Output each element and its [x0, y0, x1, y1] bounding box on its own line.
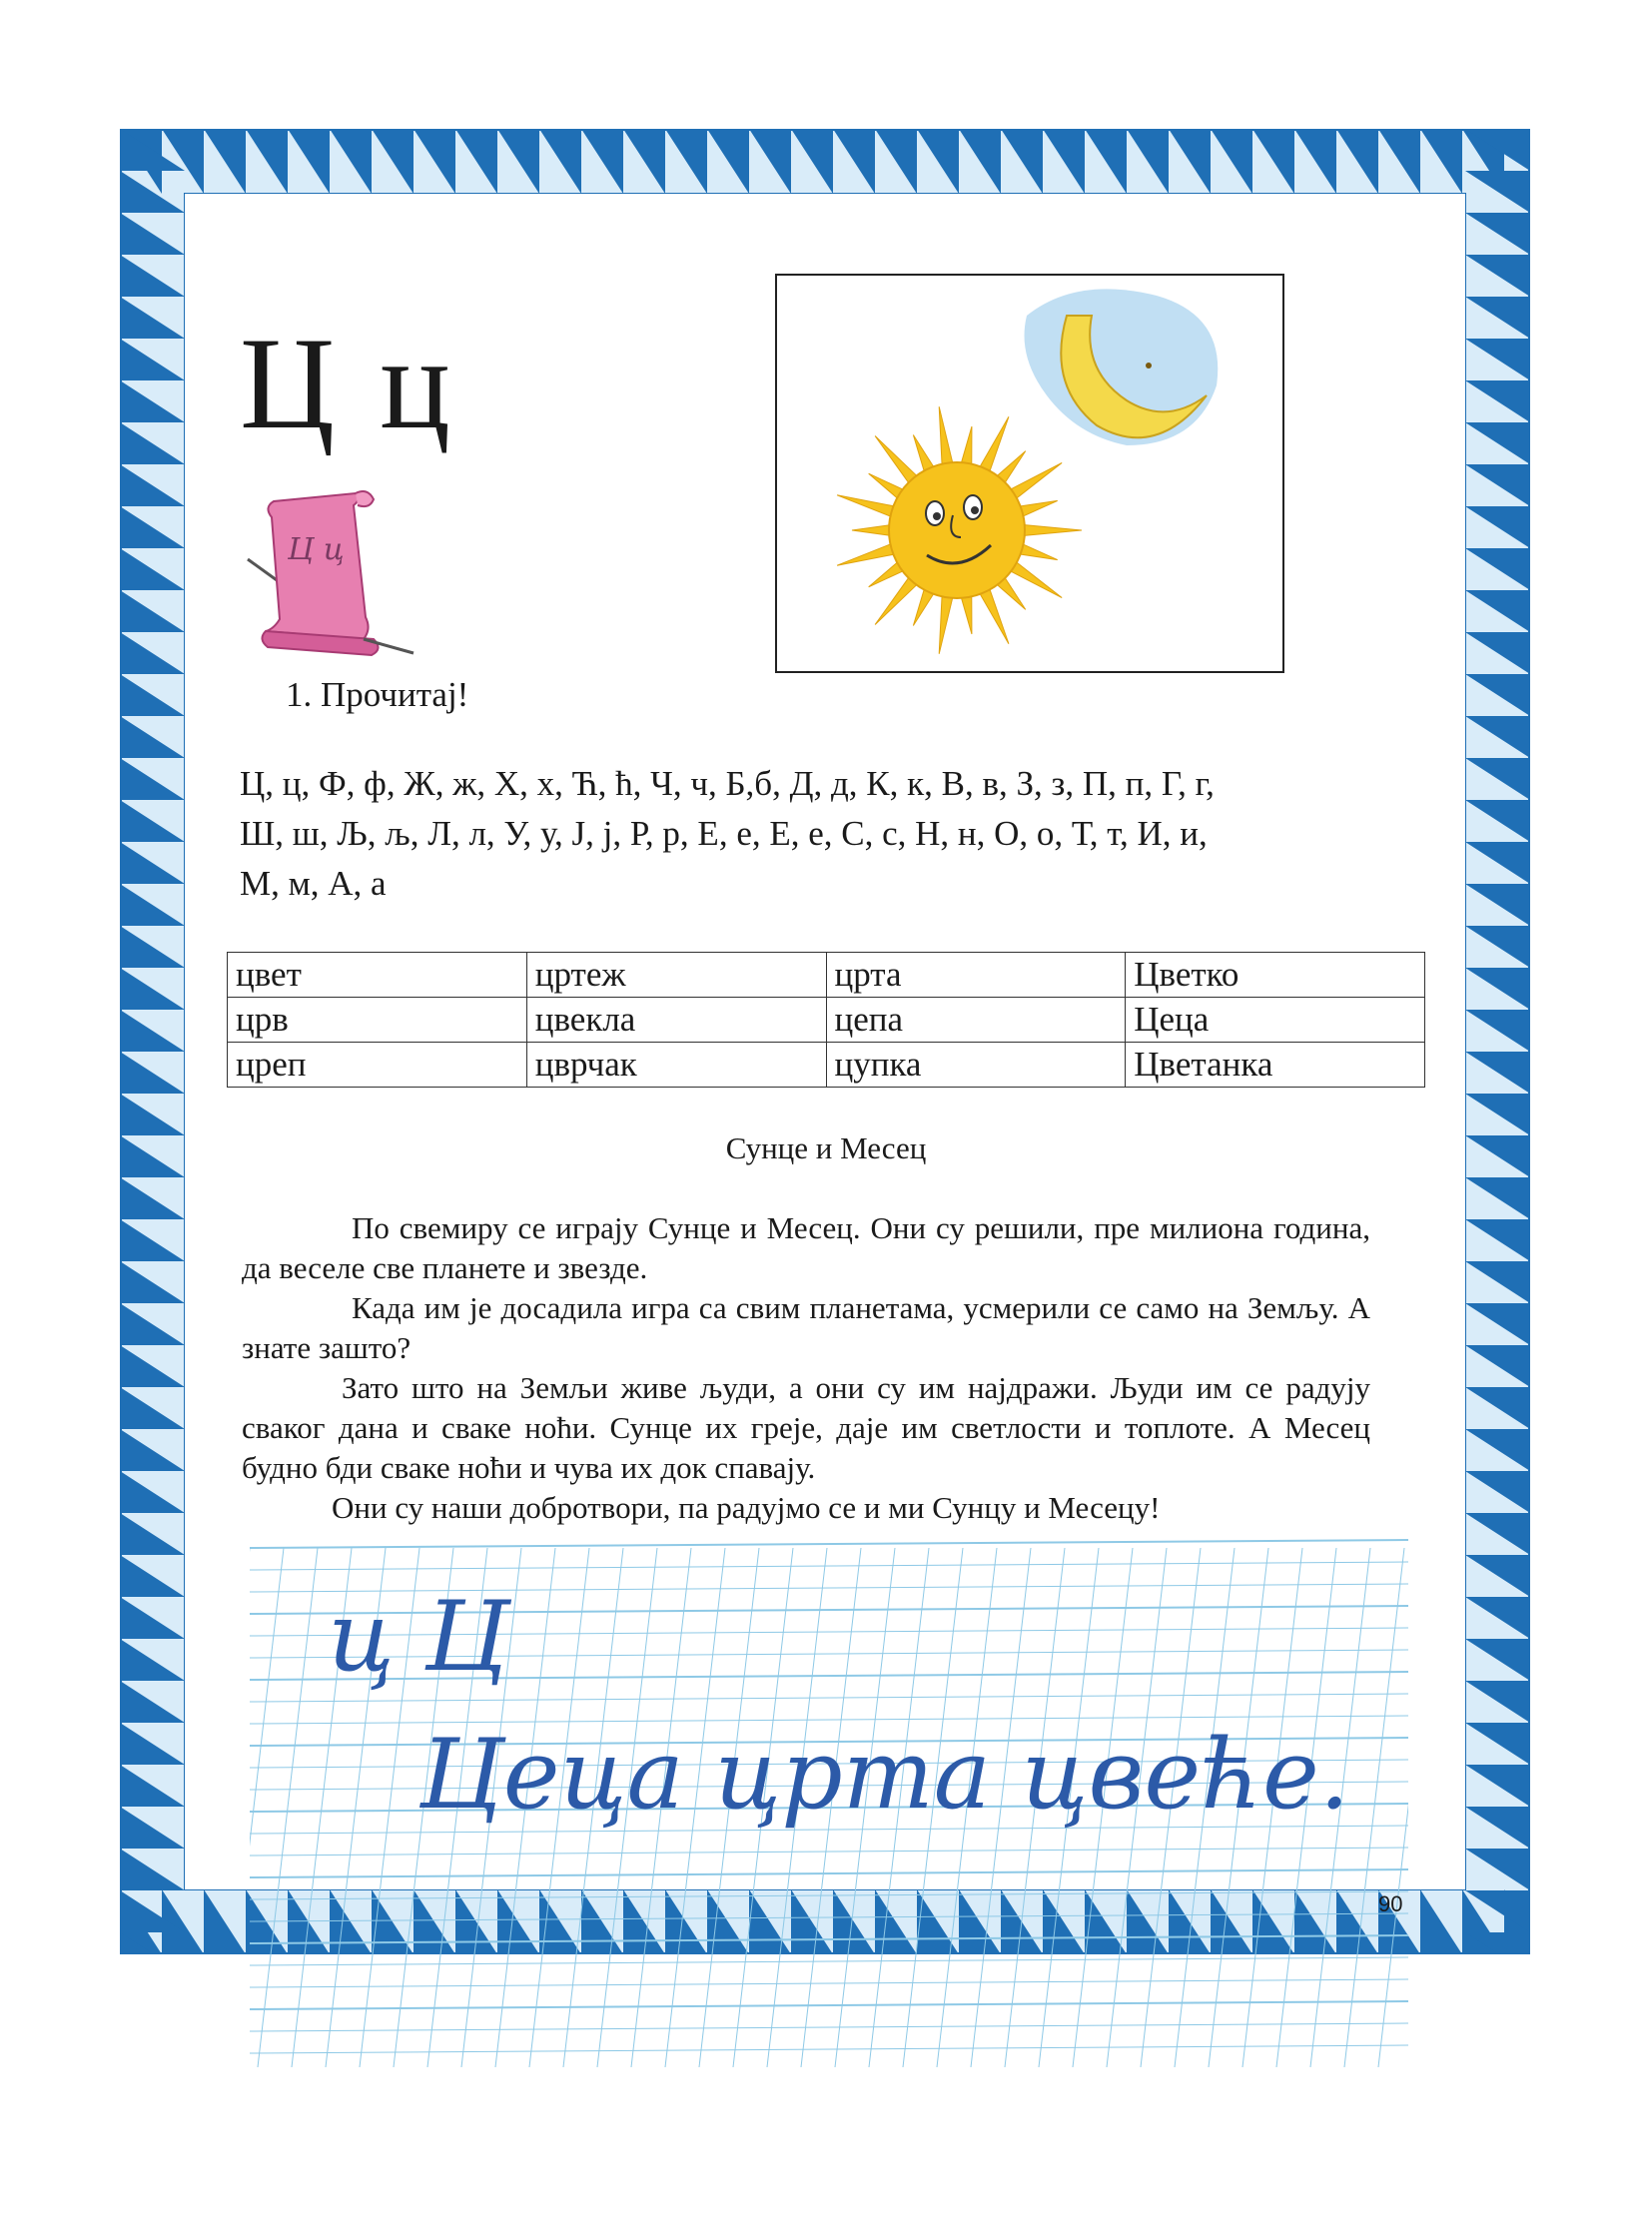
task-label: 1. Прочитај! [286, 675, 469, 714]
table-cell: Цеца [1126, 998, 1425, 1043]
table-cell: црв [228, 998, 527, 1043]
table-cell: цупка [826, 1043, 1126, 1088]
scroll-caption: Ц ц [288, 532, 345, 567]
table-row [228, 1043, 1425, 1088]
handwriting-line-2: Цеца црта цвеће. [419, 1719, 1350, 1831]
table-cell: цепа [826, 998, 1126, 1043]
table-cell: цреп [228, 1043, 527, 1088]
alphabet-line: Ш, ш, Љ, љ, Л, л, У, у, Ј, ј, Р, р, Е, е, Е, е, С, с, Н, н, О, о, Т, т, И, и, [240, 814, 1208, 853]
table-cell: Цветко [1126, 953, 1425, 998]
story-paragraph: По свемиру се играју Сунце и Месец. Они су решили, пре милиона година, да веселе све планете и звезде. [242, 1210, 1370, 1285]
story-title: Сунце и Месец [725, 1130, 927, 1165]
table-cell: цвекла [526, 998, 826, 1043]
scroll-illustration [244, 489, 421, 659]
handwriting-line-1: ц Ц [328, 1581, 509, 1693]
alphabet-line: М, м, А, а [240, 864, 387, 903]
alphabet-line: Ц, ц, Ф, ф, Ж, ж, Х, х, Ћ, ћ, Ч, ч, Б,б, Д, д, К, к, В, в, З, з, П, п, Г, г, [240, 764, 1215, 803]
table-row [228, 953, 1425, 998]
story-paragraph: Они су наши добротвори, па радујмо се и ми Сунцу и Месецу! [332, 1490, 1161, 1525]
table-cell: цвет [228, 953, 527, 998]
table-cell: црта [826, 953, 1126, 998]
sun-moon-picture [775, 274, 1284, 673]
story-paragraph: Када им је досадила игра са свим планетама, усмерили се само на Земљу. А знате зашто? [242, 1290, 1370, 1365]
story-text [242, 1208, 1370, 1528]
table-row [228, 998, 1425, 1043]
page-number: 90 [1378, 1891, 1403, 1916]
sun-icon [889, 462, 1025, 598]
table-cell: цртеж [526, 953, 826, 998]
table-cell: цврчак [526, 1043, 826, 1088]
alphabet-block [240, 759, 1418, 909]
letter-heading: Ц ц [240, 310, 456, 456]
words-table [227, 952, 1425, 1088]
story-paragraph: Зато што на Земљи живе људи, а они су им најдражи. Људи им се радују сваког дана и сваке ноћи. Сунце их греје, даје им светлости и топлоте. А Месец будно бди сваке ноћи и чува их док спавају. [242, 1370, 1370, 1485]
table-cell: Цветанка [1126, 1043, 1425, 1088]
